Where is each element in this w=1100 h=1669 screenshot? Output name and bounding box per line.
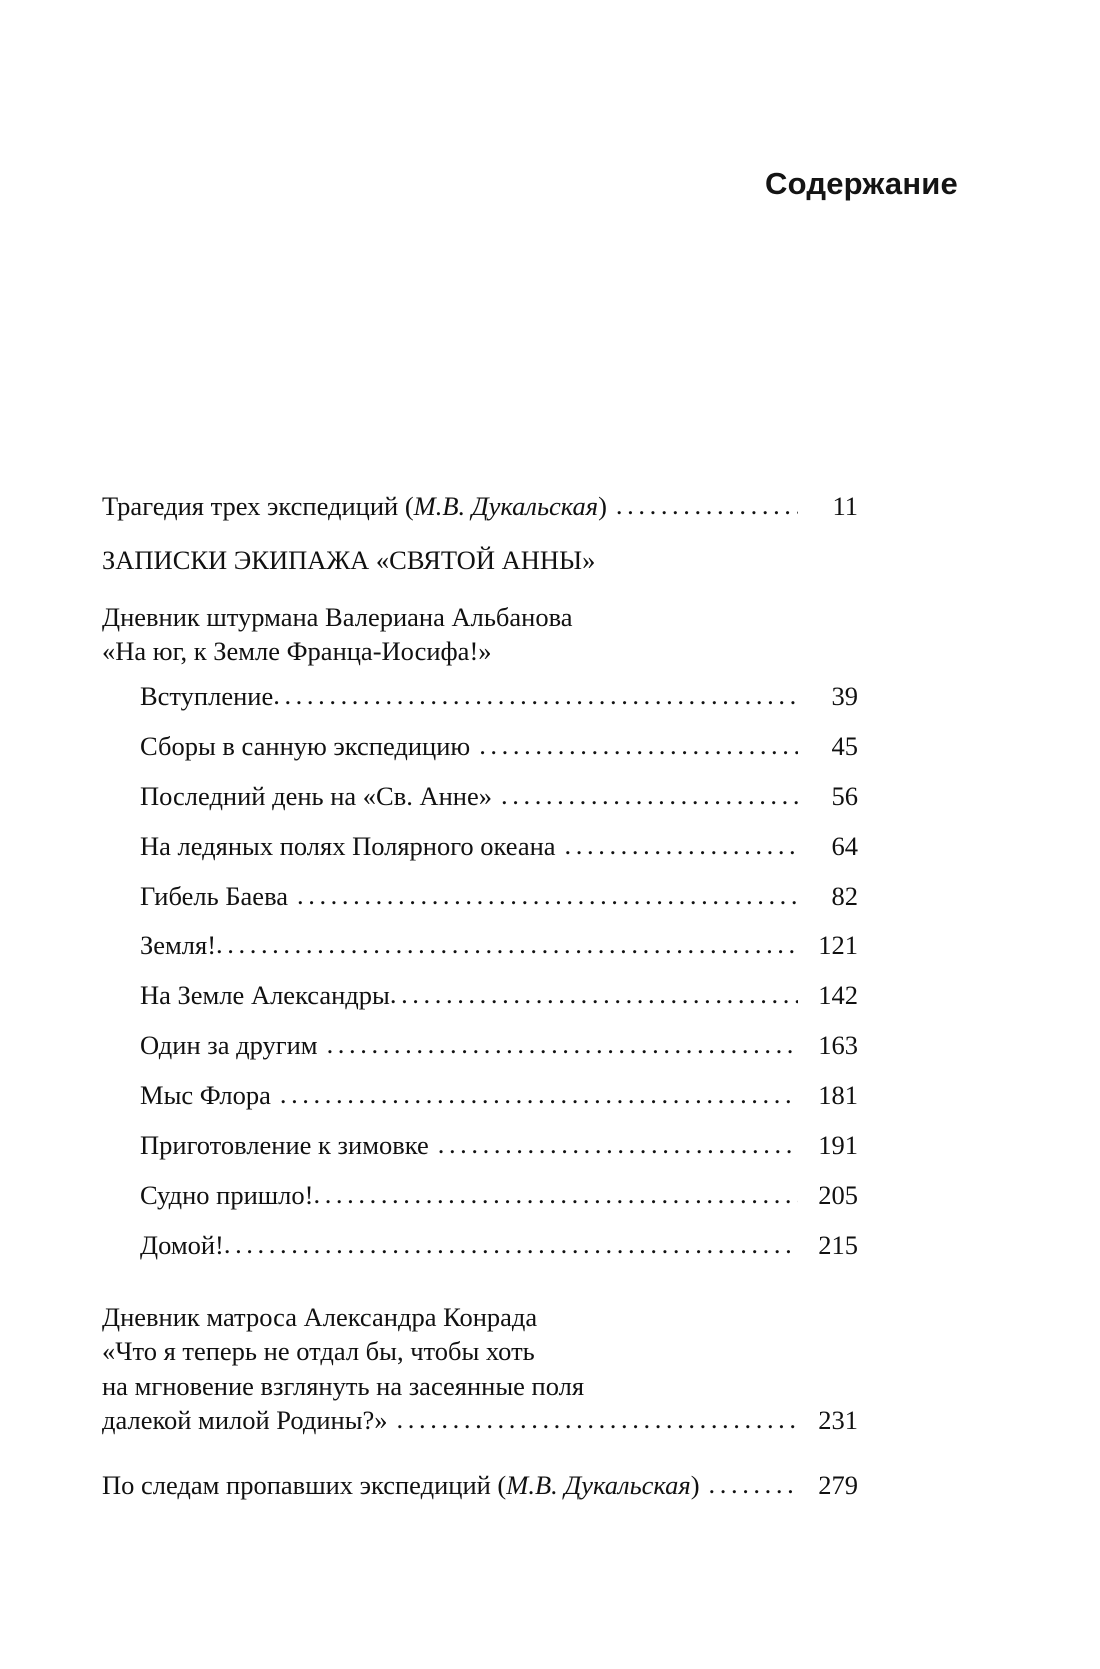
chapter-page: 163 bbox=[818, 1030, 858, 1061]
toc-chapter-mys-flora[interactable] bbox=[102, 1078, 858, 1112]
toc-chapter-zemlya[interactable] bbox=[102, 928, 858, 962]
toc-chapter-posledniy-den[interactable] bbox=[102, 779, 858, 813]
dot-leader bbox=[565, 828, 798, 862]
chapter-page: 56 bbox=[831, 780, 858, 811]
chapter-page: 181 bbox=[818, 1080, 858, 1111]
toc-entry-diary-two[interactable] bbox=[102, 1300, 858, 1438]
toc-entry-page: 11 bbox=[832, 491, 858, 521]
toc-entry-label-tail: ) bbox=[690, 1469, 700, 1500]
toc-chapter-prigotovlenie[interactable] bbox=[102, 1128, 858, 1162]
entry-label: далекой милой Родины?» bbox=[102, 1405, 388, 1436]
dot-leader bbox=[216, 927, 798, 961]
dot-leader bbox=[327, 1027, 798, 1061]
dot-leader bbox=[501, 778, 798, 812]
toc-entry-label bbox=[102, 489, 607, 523]
dot-leader bbox=[390, 977, 798, 1011]
toc-chapter-odin-za-drugim[interactable] bbox=[102, 1028, 858, 1062]
chapter-label: Гибель Баева bbox=[140, 880, 288, 911]
toc-entry-author: М.В. Дукальская bbox=[413, 491, 599, 521]
spacer bbox=[102, 1438, 858, 1468]
chapter-label: Мыс Флора bbox=[140, 1080, 271, 1111]
toc-subsection-heading-diary-one bbox=[102, 600, 858, 669]
chapter-label: Земля! bbox=[140, 930, 217, 961]
chapter-label: Вступление bbox=[140, 680, 274, 711]
heading-line: «Что я теперь не отдал бы, чтобы хоть bbox=[102, 1336, 535, 1367]
toc-entry-label-text: По следам пропавших экспедиций ( bbox=[102, 1469, 507, 1500]
heading-line: Дневник штурмана Валериана Альбанова bbox=[102, 601, 573, 632]
toc-entry-author: М.В. Дукальская bbox=[506, 1469, 691, 1500]
toc-section-heading: ЗАПИСКИ ЭКИПАЖА «СВЯТОЙ АННЫ» bbox=[102, 545, 596, 576]
dot-leader bbox=[273, 678, 798, 712]
toc-entry-label-text: Трагедия трех экспедиций ( bbox=[102, 491, 414, 521]
chapter-label: Судно пришло! bbox=[140, 1180, 314, 1211]
chapter-label: На Земле Александры bbox=[140, 980, 390, 1011]
toc-chapter-zemlya-aleksandry[interactable] bbox=[102, 978, 858, 1012]
toc-chapter-ledyanye-polya[interactable] bbox=[102, 829, 858, 863]
toc-chapter-vstuplenie[interactable] bbox=[102, 679, 858, 713]
chapter-page: 64 bbox=[831, 830, 858, 861]
chapter-page: 39 bbox=[831, 680, 858, 711]
heading-line: «На юг, к Земле Франца-Иосифа!» bbox=[102, 636, 492, 667]
dot-leader bbox=[297, 878, 798, 912]
toc-entry-front[interactable] bbox=[102, 489, 858, 523]
chapter-page: 45 bbox=[831, 730, 858, 761]
heading-line: Дневник матроса Александра Конрада bbox=[102, 1302, 538, 1332]
dot-leader bbox=[616, 488, 798, 522]
chapter-page: 142 bbox=[818, 980, 858, 1011]
toc-entry-label-tail: ) bbox=[598, 491, 607, 521]
chapter-page: 82 bbox=[831, 880, 858, 911]
chapter-page: 215 bbox=[818, 1230, 858, 1261]
chapter-label: Приготовление к зимовке bbox=[140, 1130, 429, 1161]
toc-entry-label bbox=[102, 1468, 700, 1502]
dot-leader bbox=[438, 1127, 798, 1161]
dot-leader bbox=[397, 1402, 798, 1436]
toc-chapter-sbory[interactable] bbox=[102, 729, 858, 763]
toc-entry-back[interactable] bbox=[102, 1468, 858, 1502]
chapter-label: На ледяных полях Полярного океана bbox=[140, 830, 556, 861]
chapter-label: Домой! bbox=[140, 1230, 224, 1261]
heading-line: на мгновение взглянуть на засеянные поля bbox=[102, 1370, 585, 1401]
chapter-label: Последний день на «Св. Анне» bbox=[140, 780, 493, 811]
toc-chapter-domoy[interactable] bbox=[102, 1228, 858, 1262]
chapter-page: 121 bbox=[818, 930, 858, 961]
entry-last-line bbox=[102, 1403, 858, 1437]
page-title: Содержание bbox=[765, 166, 958, 201]
chapter-label: Один за другим bbox=[140, 1030, 318, 1061]
chapter-page: 205 bbox=[818, 1180, 858, 1211]
toc-entry-page: 279 bbox=[818, 1469, 858, 1500]
entry-page: 231 bbox=[818, 1405, 858, 1436]
spacer bbox=[102, 1278, 858, 1300]
dot-leader bbox=[224, 1227, 798, 1261]
toc-chapter-gibel-baeva[interactable] bbox=[102, 879, 858, 913]
chapter-label: Сборы в санную экспедицию bbox=[140, 730, 471, 761]
toc-list bbox=[102, 489, 858, 1522]
dot-leader bbox=[313, 1177, 798, 1211]
dot-leader bbox=[280, 1077, 798, 1111]
dot-leader bbox=[709, 1467, 798, 1501]
toc-chapter-sudno-prishlo[interactable] bbox=[102, 1178, 858, 1212]
dot-leader bbox=[479, 728, 798, 762]
chapter-page: 191 bbox=[818, 1130, 858, 1161]
